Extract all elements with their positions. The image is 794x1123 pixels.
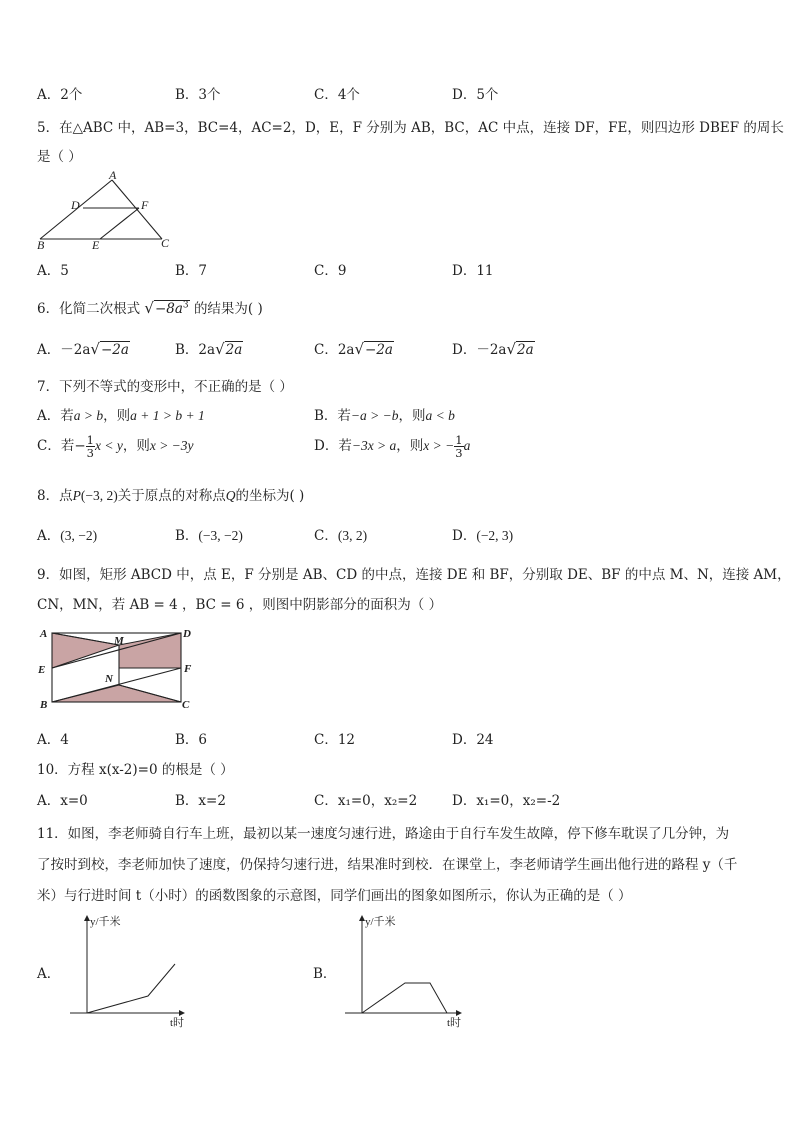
q5-stem-line2: 是（ ） [37,149,82,165]
q6-a-coef: A．－2a [37,342,91,358]
q6-radicand: −8a [154,301,183,317]
q7-d-then: ，则 [396,438,424,454]
q11-graph-b-label: B． [313,966,337,982]
q6-c-coef: C．2a [314,342,355,358]
label-c: C [182,699,190,711]
q11-stem-line3: 米）与行进时间 t（小时）的函数图象的示意图，同学们画出的图象如图所示，你认为正确的是（ ） [37,888,632,904]
q10-option-c: C．x₁=0，x₂=2 [314,793,418,809]
q8-d-value: (−2, 3) [476,528,514,543]
q10-option-d: D．x₁=0，x₂=-2 [452,793,561,809]
q6-radical: $√-8a^3$ [144,299,189,317]
shade-right-top [119,633,181,668]
q8-stem [37,484,304,504]
q8-d-label: D． [452,528,477,544]
label-e: E [92,238,100,252]
label-d: D [71,198,80,212]
q9-option-d: D．24 [452,732,494,748]
graph-b-ylabel: y/千米 [365,916,396,928]
q8-point-q: Q [225,488,236,503]
q7-stem: 7．下列不等式的变形中，不正确的是（ ） [37,379,293,395]
q6-d-coef: D．－2a [452,342,507,358]
q8-c-label: C． [314,528,338,544]
q7-c-num: 1 [86,433,94,447]
q4-option-c: C．4个 [314,87,360,103]
q7-option-b [314,404,455,424]
q7-b-if: B．若 [314,408,351,424]
q8-stem-text: 8．点 [37,488,73,504]
q6-d-radicand: 2a [517,342,534,358]
q7-c-sign: − [74,438,86,454]
shade-bottom [52,685,181,702]
q5-option-a: A．5 [37,263,69,279]
q7-d-result: x > − [423,438,455,453]
q7-a-then: ，则 [103,408,131,424]
label-f: F [184,663,192,675]
graph-b-xlabel: t时 [447,1017,462,1029]
graph-a-xlabel: t时 [170,1017,185,1029]
q9-rectangle-figure [34,624,200,712]
label-f: F [141,198,149,212]
q4-option-b: B．3个 [175,87,221,103]
q7-a-result: a + 1 > b + 1 [130,408,205,423]
q6-option-d: D．－2a√2a [452,340,534,358]
q6-b-coef: B．2a [175,342,216,358]
label-a: A [40,628,48,640]
q7-b-cond: −a > −b [350,408,399,423]
q11-graph-a-label: A． [37,966,61,982]
q8-b-value: (−3, −2) [198,528,243,543]
q7-a-cond: a > b [73,408,104,423]
q8-stem-tail: 的坐标为( ) [235,488,305,504]
label-a: A [109,168,117,182]
q8-point-p: P [72,488,81,503]
q7-c-result: x > −3y [149,438,194,453]
q7-d-cond: −3x > a [351,438,397,453]
q6-b-radicand: 2a [225,342,243,358]
q9-stem-line2: CN，MN，若 AB = 4 ，BC = 6 ，则图中阴影部分的面积为（ ） [37,597,443,613]
q10-stem: 10．方程 x(x-2)=0 的根是（ ） [37,762,234,778]
q6-option-a: A．－2a√−2a [37,340,129,358]
q7-option-c [37,434,194,459]
q7-b-result: a < b [425,408,455,423]
q9-option-c: C．12 [314,732,356,748]
q7-option-d [314,434,470,459]
label-c: C [161,236,170,250]
q7-d-var: a [463,438,471,453]
q7-d-fraction [454,434,463,459]
label-b: B [40,699,48,711]
q9-option-b: B．6 [175,732,208,748]
q5-stem-line1: 5．在△ABC 中，AB=3，BC=4，AC=2，D，E，F 分别为 AB，BC，AC 中点，连接 DF，FE，则四边形 DBEF 的周长 [37,120,784,136]
q8-point-coord: (−3, 2) [80,488,118,503]
q10-option-a: A．x=0 [37,793,88,809]
q5-option-c: C．9 [314,263,347,279]
q8-option-a [37,524,97,544]
label-n: N [105,673,113,685]
q8-b-label: B． [175,528,199,544]
q7-b-then: ，则 [398,408,426,424]
q6-stem-tail: 的结果为( ) [193,301,263,317]
q6-option-c: C．2a√−2a [314,340,393,358]
q6-exponent: 3 [182,300,189,311]
q7-c-if: C．若 [37,438,75,454]
q6-option-b: B．2a√2a [175,340,243,358]
q11-graph-b [335,908,485,1033]
shade-left-top [52,633,119,668]
q9-stem-line1: 9．如图，矩形 ABCD 中，点 E，F 分别是 AB、CD 的中点，连接 DE 和 BF，分别取 DE、BF 的中点 M、N，连接 AM， [37,567,791,583]
q5-option-d: D．11 [452,263,494,279]
graph-a-ylabel: y/千米 [90,916,121,928]
q11-stem-line2: 了按时到校，李老师加快了速度，仍保持匀速行进，结果准时到校．在课堂上，李老师请学生画出他行进的路程 y（千 [37,857,738,873]
label-m: M [114,635,124,647]
label-e: E [38,664,46,676]
q8-stem-mid: 关于原点的对称点 [117,488,226,504]
q6-stem-text: 6．化简二次根式 [37,301,141,317]
q4-option-d: D．5个 [452,87,499,103]
q5-option-b: B．7 [175,263,208,279]
label-d: D [183,628,191,640]
q7-c-cond: x < y [94,438,123,453]
q6-stem [37,297,263,317]
q7-c-then: ，则 [122,438,150,454]
q7-c-den: 3 [86,446,94,460]
q4-option-a: A．2个 [37,87,83,103]
q11-stem-line1: 11．如图，李老师骑自行车上班，最初以某一速度匀速行进，路途由于自行车发生故障，停下修车耽误了几分钟，为 [37,826,730,842]
label-b: B [37,238,45,252]
q8-option-c [314,524,367,544]
q7-d-den: 3 [455,446,463,460]
q9-option-a: A．4 [37,732,69,748]
q11-graph-a [60,908,210,1033]
q7-d-if: D．若 [314,438,352,454]
graph-a-line [87,964,175,1013]
q8-option-d [452,524,513,544]
q7-c-fraction [86,434,95,459]
q5-triangle-figure [30,168,180,252]
q7-a-if: A．若 [37,408,74,424]
graph-b-line [362,983,447,1013]
segment-fe [100,208,139,239]
q7-d-num: 1 [455,433,463,447]
q7-option-a [37,404,205,424]
q6-c-radicand: −2a [365,342,393,358]
q6-a-radicand: −2a [100,342,129,358]
q10-option-b: B．x=2 [175,793,226,809]
q8-c-value: (3, 2) [337,528,368,543]
q8-a-label: A． [37,528,61,544]
q8-option-b [175,524,243,544]
q8-a-value: (3, −2) [60,528,98,543]
